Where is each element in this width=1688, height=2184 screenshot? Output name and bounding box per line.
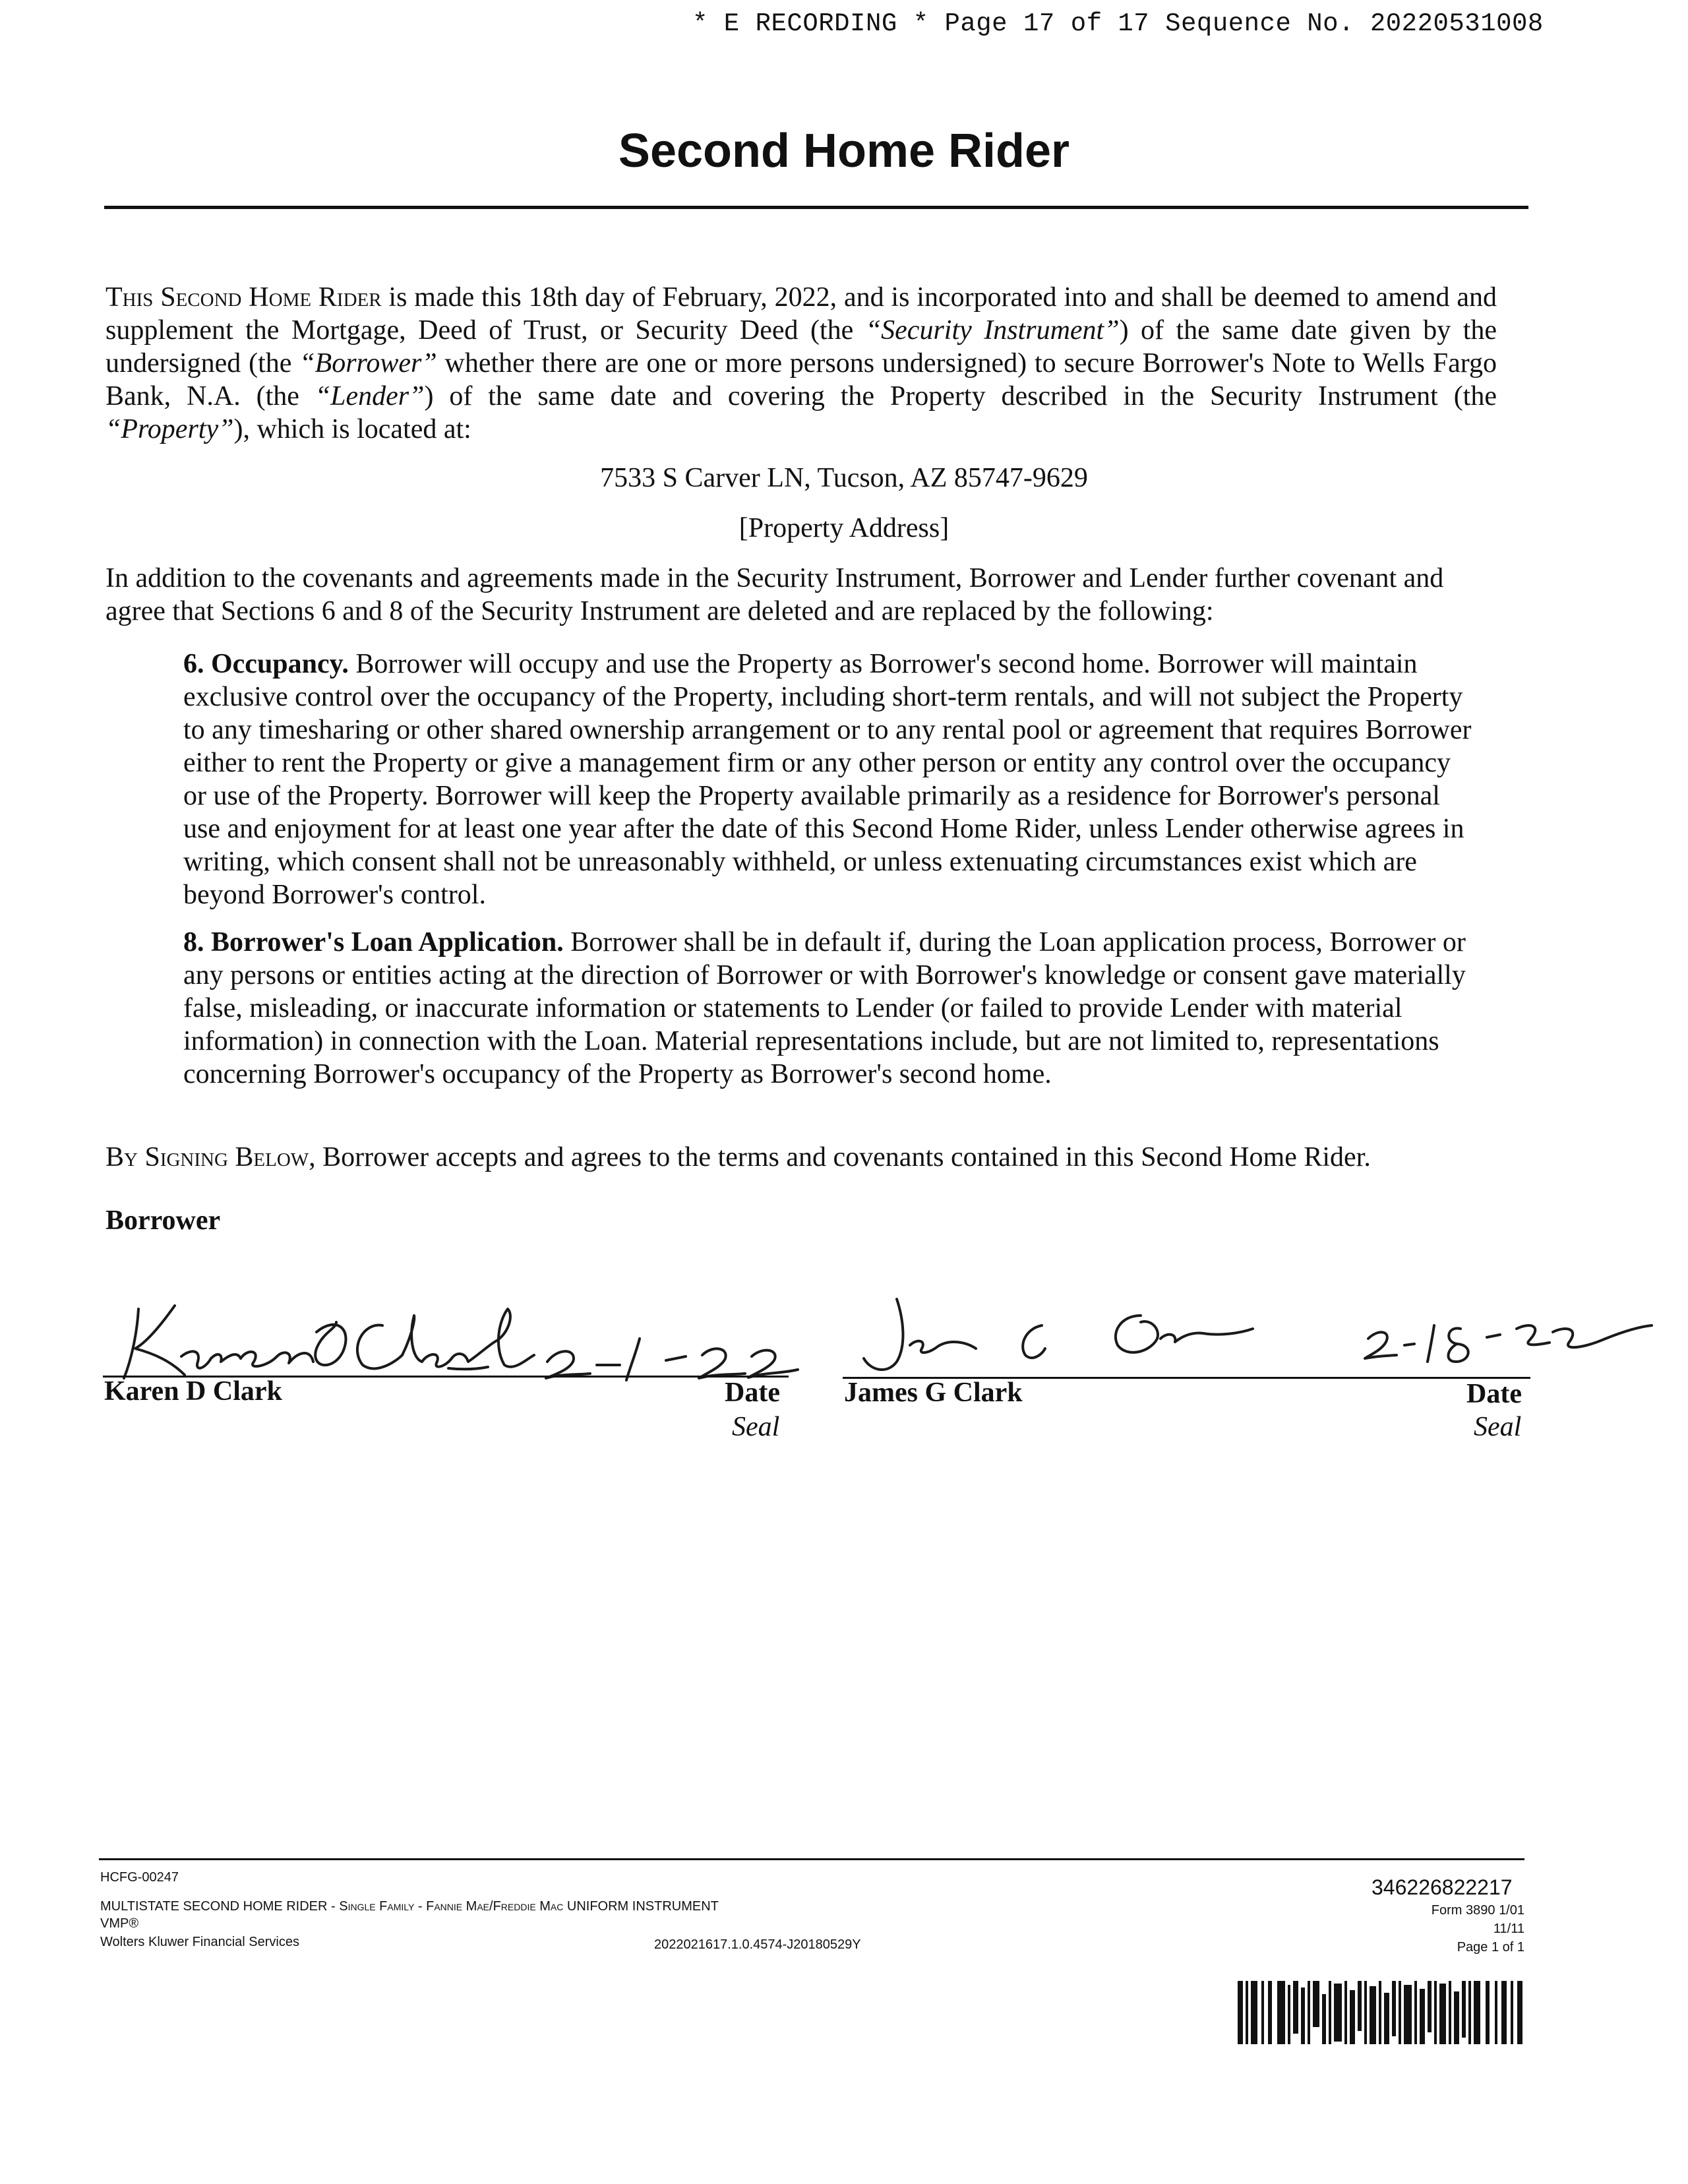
borrower-label: Borrower bbox=[106, 1205, 221, 1236]
recording-header: * E RECORDING * Page 17 of 17 Sequence No. 20220531008 bbox=[692, 9, 1544, 38]
signature-karen-clark bbox=[119, 1296, 818, 1388]
intro-text-2: ) of the same date given by the undersigned (the bbox=[106, 315, 1497, 379]
intro-paragraph bbox=[106, 281, 1497, 446]
security-instrument-term: “Security Instrument” bbox=[865, 315, 1120, 346]
form-number: Form 3890 1/01 bbox=[1431, 1903, 1524, 1918]
section-8-loan-application bbox=[183, 926, 1476, 1091]
date-label-james: Date bbox=[1466, 1379, 1522, 1409]
page-indicator: Page 1 of 1 bbox=[1457, 1940, 1524, 1955]
signer-name-karen: Karen D Clark bbox=[104, 1376, 282, 1407]
section-8-heading: 8. Borrower's Loan Application. bbox=[183, 927, 564, 957]
intro-text-3: whether there are one or more persons undersigned) to secure Borrower's Note to Wells Fargo Bank, N.A. (the bbox=[106, 348, 1497, 411]
property-address: 7533 S Carver LN, Tucson, AZ 85747-9629 bbox=[600, 463, 1088, 493]
section-8-body: Borrower shall be in default if, during the Loan application process, Borrower or any persons or entities acting at the direction of Borrower or with Borrower's knowledge or consent gave materially false, misleading, or inaccurate information or statements to Lender (or failed to provide Lender with material information) in connection with the Loan. Material representations include, but are not limited to, representations concerning Borrower's occupancy of the Property as Borrower's second home. bbox=[183, 927, 1466, 1089]
vmp-mark: VMP® bbox=[100, 1916, 139, 1931]
signer-name-james: James G Clark bbox=[844, 1378, 1023, 1408]
signing-statement bbox=[106, 1141, 1523, 1174]
signing-text: , Borrower accepts and agrees to the terms and covenants contained in this Second Home Rider. bbox=[309, 1142, 1371, 1172]
loan-number: 346226822217 bbox=[1372, 1875, 1513, 1899]
publisher: Wolters Kluwer Financial Services bbox=[100, 1935, 299, 1949]
lender-term: “Lender” bbox=[315, 381, 425, 411]
property-address-label: [Property Address] bbox=[738, 513, 950, 543]
section-6-occupancy bbox=[183, 648, 1476, 911]
document-title: Second Home Rider bbox=[618, 125, 1070, 177]
intro-text-5: ), which is located at: bbox=[233, 414, 471, 444]
property-term: “Property” bbox=[106, 414, 234, 444]
borrower-term: “Borrower” bbox=[299, 348, 437, 379]
document-code: 2022021617.1.0.4574-J20180529Y bbox=[654, 1937, 861, 1952]
section-6-heading: 6. Occupancy. bbox=[183, 649, 349, 679]
covenant-intro: In addition to the covenants and agreements made in the Security Instrument, Borrower and Lender further covenant and agree that Sections 6 and 8 of the Security Instrument are deleted and are replaced by the following: bbox=[106, 563, 1444, 626]
signing-lead: By Signing Below bbox=[106, 1142, 309, 1172]
seal-label-james: Seal bbox=[1474, 1412, 1522, 1442]
form-revision: 11/11 bbox=[1493, 1922, 1524, 1936]
intro-lead: This Second Home Rider bbox=[106, 282, 382, 313]
title-divider bbox=[104, 206, 1528, 209]
date-label-karen: Date bbox=[725, 1378, 780, 1408]
seal-label-karen: Seal bbox=[732, 1412, 780, 1442]
footer-divider bbox=[99, 1858, 1524, 1860]
barcode-graphic bbox=[1238, 1981, 1524, 2044]
intro-text-1: is made this 18th day of February, 2022, and is incorporated into and shall be deemed to amend and supplement the Mortgage, Deed of Trust, or Security Deed (the bbox=[106, 282, 1497, 346]
form-id: HCFG-00247 bbox=[100, 1870, 179, 1885]
signature-james-clark bbox=[851, 1292, 1662, 1385]
intro-text-4: ) of the same date and covering the Property described in the Security Instrument (the bbox=[424, 381, 1497, 411]
section-6-body: Borrower will occupy and use the Property as Borrower's second home. Borrower will maintain exclusive control over the occupancy of the Property, including short-term rentals, and will not subject the Property to any timesharing or other shared ownership arrangement or to any rental pool or agreement that requires Borrower either to rent the Property or give a management firm or any other person or entity any control over the occupancy or use of the Property. Borrower will keep the Property available primarily as a residence for Borrower's personal use and enjoyment for at least one year after the date of this Second Home Rider, unless Lender otherwise agrees in writing, which consent shall not be unreasonably withheld, or unless extenuating circumstances exist which are beyond Borrower's control. bbox=[183, 649, 1472, 910]
form-title: MULTISTATE SECOND HOME RIDER - Single Family - Fannie Mae/Freddie Mac UNIFORM INSTRUMENT bbox=[100, 1899, 719, 1914]
